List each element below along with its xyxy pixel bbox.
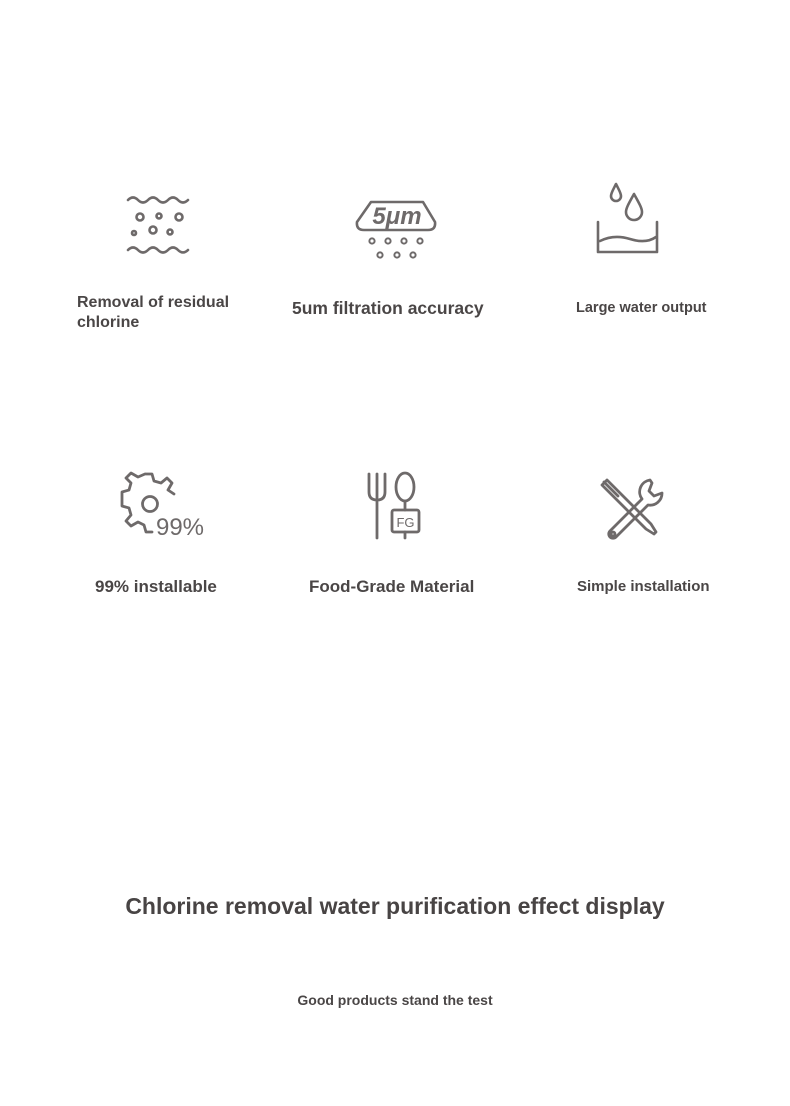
feature-label: Large water output bbox=[576, 300, 707, 316]
feature-label: Removal of residual chlorine bbox=[77, 294, 230, 331]
section-title: Chlorine removal water purification effect display bbox=[125, 893, 665, 919]
feature-label: 99% installable bbox=[95, 577, 217, 596]
feature-label: Food-Grade Material bbox=[309, 577, 475, 596]
gear-99-icon bbox=[116, 468, 208, 544]
section-subtitle: Good products stand the test bbox=[297, 992, 493, 1008]
feature-label: Simple installation bbox=[577, 578, 710, 595]
water-output-icon bbox=[592, 182, 664, 258]
food-grade-label: FG bbox=[396, 515, 415, 530]
filtration-5um-icon bbox=[353, 196, 439, 264]
gear-99-label: 99% bbox=[155, 514, 205, 541]
food-grade-icon bbox=[362, 470, 428, 542]
chlorine-icon bbox=[124, 192, 194, 258]
filtration-5um-label: 5μm bbox=[372, 203, 422, 230]
tools-icon bbox=[598, 474, 668, 542]
feature-label: 5um filtration accuracy bbox=[292, 298, 484, 318]
